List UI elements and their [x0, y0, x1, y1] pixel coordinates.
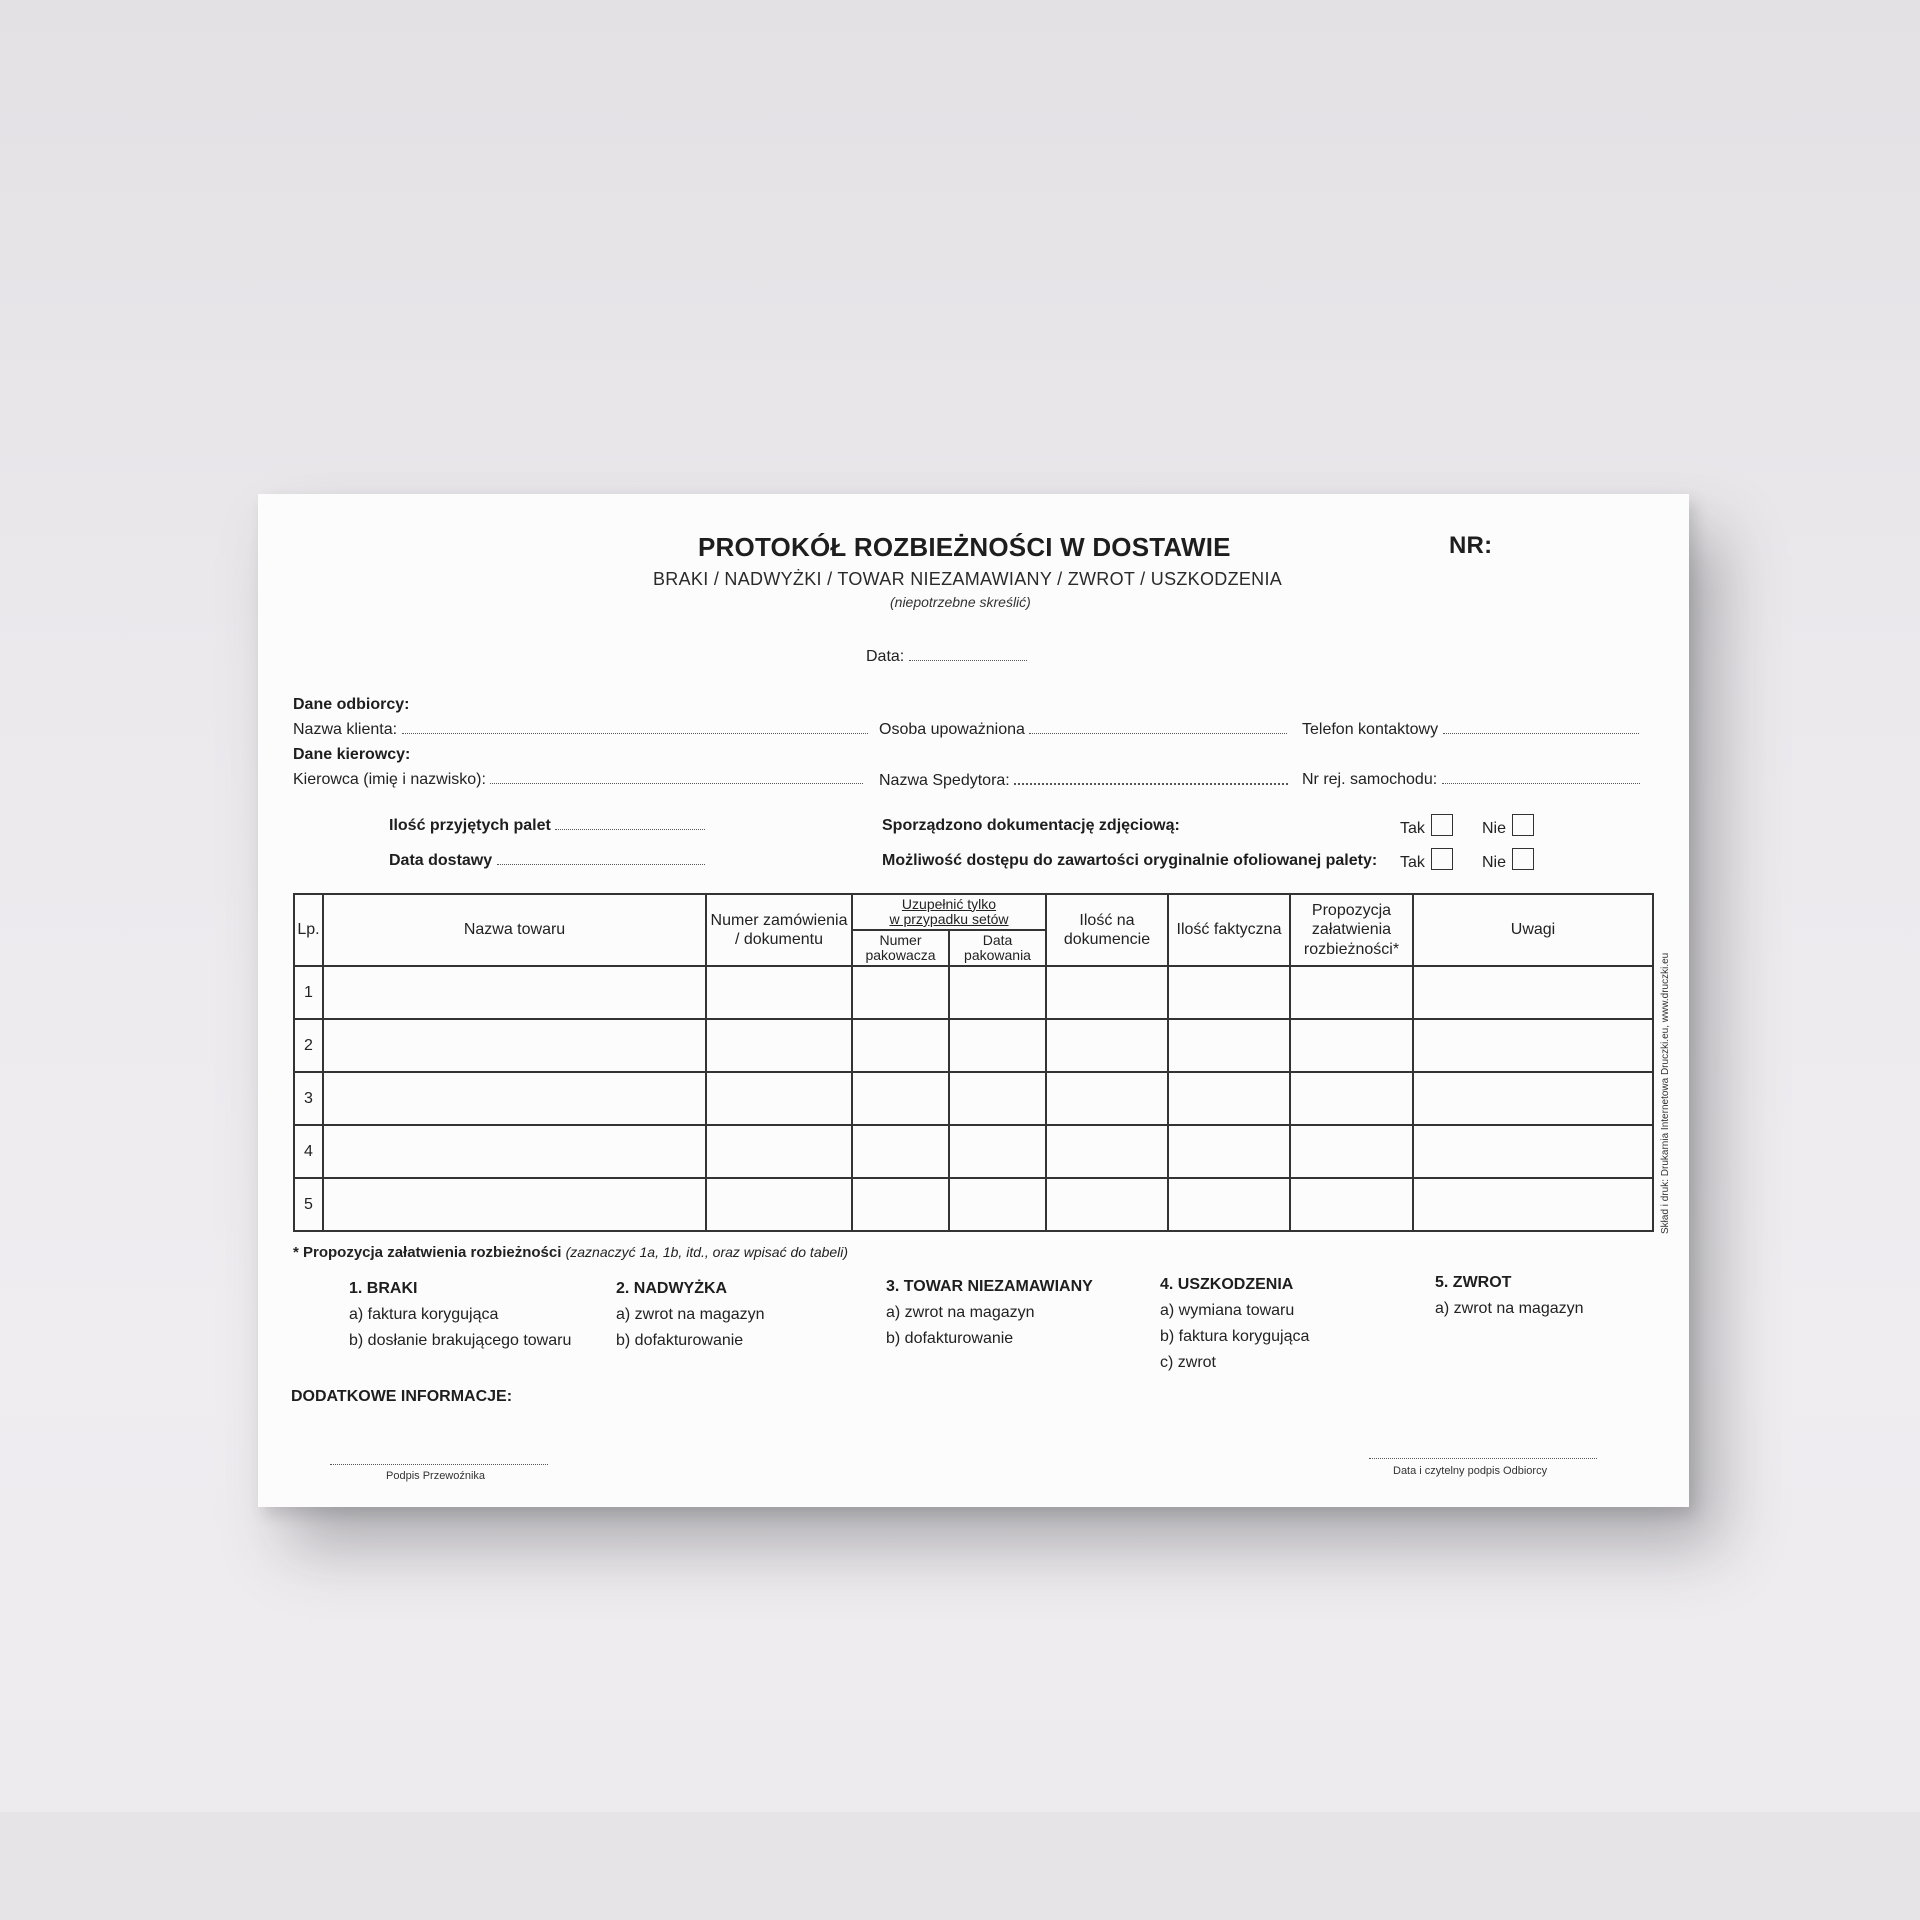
cell-packing-date[interactable]	[949, 966, 1046, 1019]
option-item: b) dofakturowanie	[886, 1330, 1014, 1347]
no-label: Nie	[1482, 820, 1507, 837]
additional-info-label: DODATKOWE INFORMACJE:	[291, 1388, 513, 1405]
header-sets-group	[852, 894, 1046, 930]
discrepancy-table	[293, 893, 1654, 1232]
cell-qty-actual[interactable]	[1168, 1125, 1290, 1178]
option-item: a) zwrot na magazyn	[1435, 1300, 1584, 1317]
option-item: b) faktura korygująca	[1160, 1328, 1310, 1345]
carrier-signature-label: Podpis Przewoźnika	[386, 1470, 486, 1482]
authorized-person-line	[1029, 721, 1287, 734]
client-name-label: Nazwa klienta:	[293, 721, 398, 738]
driver-name-line	[490, 771, 863, 784]
header-remarks: Uwagi	[1413, 894, 1653, 966]
cell-order-number[interactable]	[706, 1178, 852, 1231]
recipient-signature-line[interactable]	[1369, 1458, 1597, 1459]
date-label: Data:	[866, 648, 905, 665]
option-item: a) faktura korygująca	[349, 1306, 499, 1323]
cell-qty-document[interactable]	[1046, 1125, 1168, 1178]
table-row	[294, 1125, 1653, 1178]
pallet-access-no-option[interactable]	[1482, 848, 1534, 872]
cell-packing-date[interactable]	[949, 1178, 1046, 1231]
delivery-date-line	[497, 852, 705, 865]
pallets-line	[555, 817, 705, 830]
cell-qty-actual[interactable]	[1168, 1178, 1290, 1231]
row-number: 4	[294, 1125, 323, 1178]
pallets-label: Ilość przyjętych palet	[389, 817, 551, 834]
option-heading: 3. TOWAR NIEZAMAWIANY	[886, 1278, 1093, 1295]
cell-product-name[interactable]	[323, 1019, 706, 1072]
client-name-line	[402, 721, 868, 734]
cell-packing-date[interactable]	[949, 1072, 1046, 1125]
cell-product-name[interactable]	[323, 1125, 706, 1178]
photo-doc-yes-option[interactable]	[1400, 814, 1453, 838]
photo-doc-yes-checkbox[interactable]	[1431, 814, 1453, 836]
authorized-person-field[interactable]	[879, 721, 1287, 739]
photo-doc-no-option[interactable]	[1482, 814, 1534, 838]
cell-remarks[interactable]	[1413, 1125, 1653, 1178]
cell-order-number[interactable]	[706, 966, 852, 1019]
table-row	[294, 966, 1653, 1019]
cell-packer-number[interactable]	[852, 1072, 949, 1125]
form-subtitle: BRAKI / NADWYŻKI / TOWAR NIEZAMAWIANY / ZWROT / USZKODZENIA	[653, 569, 1283, 589]
cell-packer-number[interactable]	[852, 1178, 949, 1231]
cell-packer-number[interactable]	[852, 1125, 949, 1178]
yes-label: Tak	[1400, 854, 1425, 871]
option-item: b) dosłanie brakującego towaru	[349, 1332, 572, 1349]
sets-group-line2: w przypadku setów	[889, 911, 1009, 927]
no-label: Nie	[1482, 854, 1507, 871]
cell-order-number[interactable]	[706, 1125, 852, 1178]
cell-qty-actual[interactable]	[1168, 1019, 1290, 1072]
background-floor	[0, 1812, 1920, 1920]
date-field[interactable]	[866, 648, 1027, 666]
cell-qty-document[interactable]	[1046, 1019, 1168, 1072]
number-label: NR:	[1449, 532, 1493, 559]
option-item: a) zwrot na magazyn	[886, 1304, 1035, 1321]
table-row	[294, 1019, 1653, 1072]
cell-remarks[interactable]	[1413, 1019, 1653, 1072]
phone-field[interactable]	[1302, 721, 1639, 739]
footnote	[293, 1244, 848, 1261]
option-item: a) zwrot na magazyn	[616, 1306, 765, 1323]
footnote-note: (zaznaczyć 1a, 1b, itd., oraz wpisać do tabeli)	[565, 1244, 849, 1260]
cell-packer-number[interactable]	[852, 1019, 949, 1072]
header-resolution: Propozycja załatwienia rozbieżności*	[1290, 894, 1413, 966]
cell-resolution[interactable]	[1290, 1072, 1413, 1125]
option-heading: 5. ZWROT	[1435, 1274, 1512, 1291]
pallet-access-no-checkbox[interactable]	[1512, 848, 1534, 870]
option-group-zwrot	[1435, 1274, 1584, 1318]
header-qty-actual: Ilość faktyczna	[1168, 894, 1290, 966]
driver-name-field[interactable]	[293, 771, 863, 789]
option-heading: 2. NADWYŻKA	[616, 1280, 728, 1297]
plate-number-label: Nr rej. samochodu:	[1302, 771, 1438, 788]
plate-number-line	[1442, 771, 1640, 784]
cell-product-name[interactable]	[323, 1072, 706, 1125]
cell-qty-document[interactable]	[1046, 1072, 1168, 1125]
cell-resolution[interactable]	[1290, 1178, 1413, 1231]
driver-section-label: Dane kierowcy:	[293, 746, 411, 763]
header-qty-document: Ilość na dokumencie	[1046, 894, 1168, 966]
pallet-access-label: Możliwość dostępu do zawartości oryginalnie ofoliowanej palety:	[882, 852, 1378, 869]
sets-group-line1: Uzupełnić tylko	[901, 895, 997, 912]
phone-label: Telefon kontaktowy	[1302, 721, 1439, 738]
cell-packer-number[interactable]	[852, 966, 949, 1019]
cell-resolution[interactable]	[1290, 1125, 1413, 1178]
cell-order-number[interactable]	[706, 1019, 852, 1072]
header-lp: Lp.	[294, 894, 323, 966]
recipient-signature-label: Data i czytelny podpis Odbiorcy	[1393, 1465, 1548, 1477]
row-number: 5	[294, 1178, 323, 1231]
option-group-uszkodzenia	[1160, 1276, 1309, 1372]
cell-remarks[interactable]	[1413, 966, 1653, 1019]
photo-doc-label: Sporządzono dokumentację zdjęciową:	[882, 817, 1180, 834]
footnote-title: * Propozycja załatwienia rozbieżności	[293, 1244, 562, 1261]
printer-credit: Skład i druk: Drukarnia Internetowa Druczki.eu, www.druczki.eu	[1660, 952, 1671, 1234]
option-heading: 1. BRAKI	[349, 1280, 418, 1297]
cell-packing-date[interactable]	[949, 1019, 1046, 1072]
header-product-name: Nazwa towaru	[323, 894, 706, 966]
delivery-date-label: Data dostawy	[389, 852, 493, 869]
forwarder-field[interactable]	[879, 771, 1288, 790]
cell-order-number[interactable]	[706, 1072, 852, 1125]
authorized-person-label: Osoba upoważniona	[879, 721, 1025, 738]
yes-label: Tak	[1400, 820, 1425, 837]
forwarder-label: Nazwa Spedytora:	[879, 772, 1010, 789]
cell-qty-actual[interactable]	[1168, 966, 1290, 1019]
recipient-section-label: Dane odbiorcy:	[293, 696, 410, 713]
pallets-field[interactable]	[389, 817, 705, 835]
number-field[interactable]	[1503, 534, 1653, 564]
header-packing-date: Data pakowania	[949, 930, 1046, 966]
forwarder-line	[1014, 771, 1288, 785]
plate-number-field[interactable]	[1302, 771, 1640, 789]
cell-qty-document[interactable]	[1046, 1178, 1168, 1231]
subtitle-note: (niepotrzebne skreślić)	[890, 594, 1031, 610]
date-dotted-line	[909, 648, 1027, 661]
carrier-signature-line[interactable]	[330, 1464, 548, 1465]
pallet-access-yes-checkbox[interactable]	[1431, 848, 1453, 870]
cell-packing-date[interactable]	[949, 1125, 1046, 1178]
cell-qty-actual[interactable]	[1168, 1072, 1290, 1125]
option-group-towar-niezamawiany	[886, 1278, 1093, 1348]
cell-product-name[interactable]	[323, 1178, 706, 1231]
cell-remarks[interactable]	[1413, 1178, 1653, 1231]
phone-line	[1443, 721, 1639, 734]
option-item: a) wymiana towaru	[1160, 1302, 1295, 1319]
table-row	[294, 1072, 1653, 1125]
option-item: c) zwrot	[1160, 1354, 1216, 1371]
client-name-field[interactable]	[293, 721, 868, 739]
delivery-date-field[interactable]	[389, 852, 705, 870]
header-order-number: Numer zamówienia / dokumentu	[706, 894, 852, 966]
table-row	[294, 1178, 1653, 1231]
additional-info-field[interactable]	[291, 1414, 1651, 1454]
cell-product-name[interactable]	[323, 966, 706, 1019]
cell-remarks[interactable]	[1413, 1072, 1653, 1125]
row-number: 3	[294, 1072, 323, 1125]
option-group-braki	[349, 1280, 571, 1350]
form-title: PROTOKÓŁ ROZBIEŻNOŚCI W DOSTAWIE	[698, 532, 1231, 562]
form-sheet	[258, 494, 1689, 1507]
option-group-nadwyzka	[616, 1280, 765, 1350]
option-item: b) dofakturowanie	[616, 1332, 744, 1349]
cell-qty-document[interactable]	[1046, 966, 1168, 1019]
header-packer-number: Numer pakowacza	[852, 930, 949, 966]
driver-name-label: Kierowca (imię i nazwisko):	[293, 771, 486, 788]
photo-doc-no-checkbox[interactable]	[1512, 814, 1534, 836]
cell-resolution[interactable]	[1290, 1019, 1413, 1072]
row-number: 1	[294, 966, 323, 1019]
row-number: 2	[294, 1019, 323, 1072]
option-heading: 4. USZKODZENIA	[1160, 1276, 1294, 1293]
cell-resolution[interactable]	[1290, 966, 1413, 1019]
pallet-access-yes-option[interactable]	[1400, 848, 1453, 872]
